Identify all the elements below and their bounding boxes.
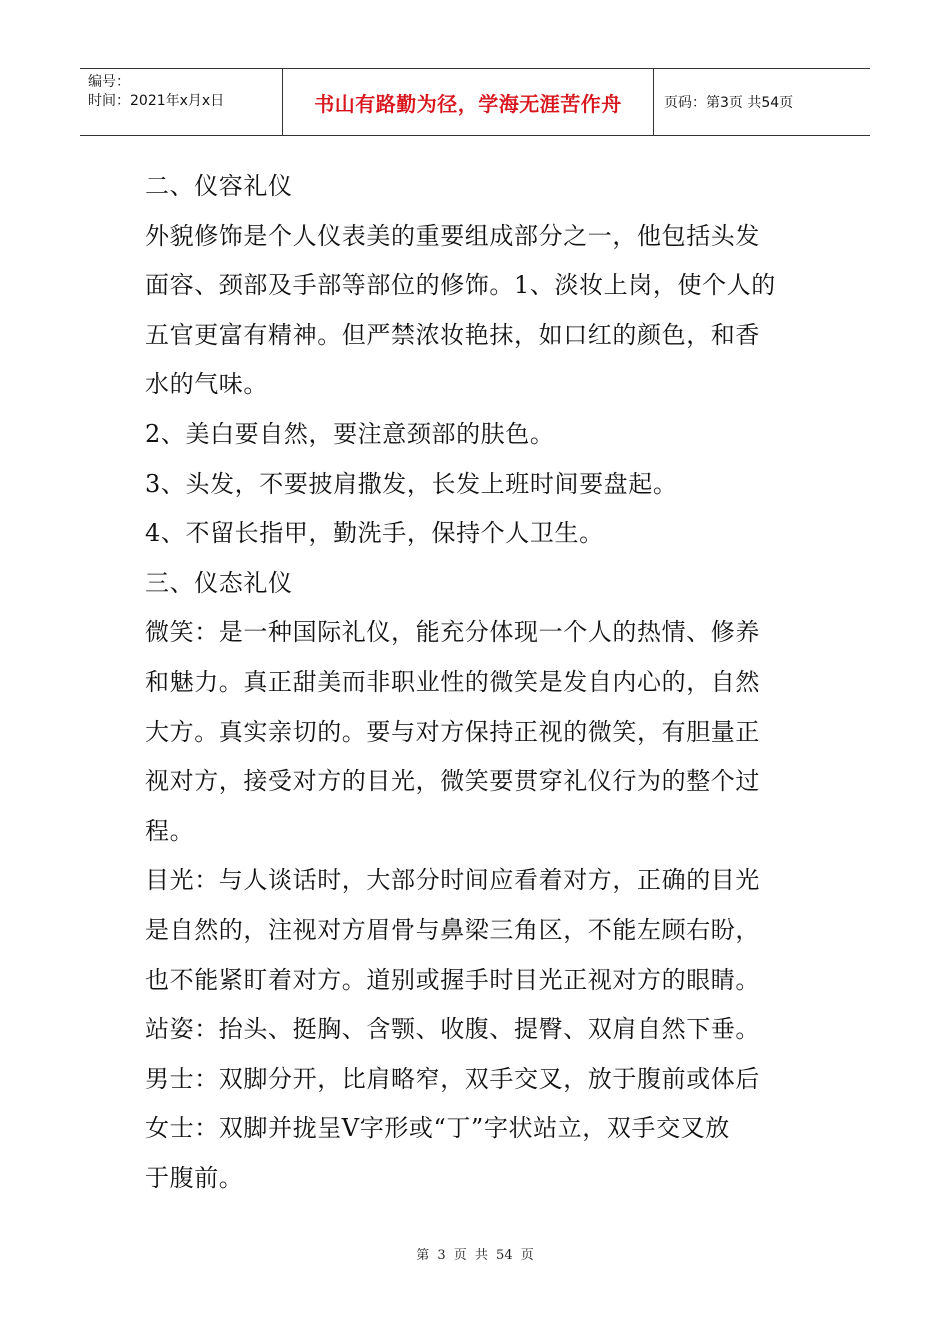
body-line: 目光：与人谈话时，大部分时间应看着对方，正确的目光: [145, 866, 760, 895]
body-line: 是自然的，注视对方眉骨与鼻梁三角区，不能左顾右盼，: [145, 915, 760, 944]
body-line: 于腹前。: [145, 1163, 244, 1192]
document-number-label: 编号：: [88, 74, 130, 90]
body-line: 3、头发，不要披肩撒发，长发上班时间要盘起。: [145, 469, 678, 498]
body-line: 外貌修饰是个人仪表美的重要组成部分之一，他包括头发: [145, 221, 760, 250]
header-page-info: 页码：第3页 共54页: [664, 95, 794, 111]
section-heading: 三、仪态礼仪: [145, 568, 293, 597]
body-line: 大方。真实亲切的。要与对方保持正视的微笑，有胆量正: [145, 717, 760, 746]
body-line: 2、美白要自然，要注意颈部的肤色。: [145, 419, 555, 448]
body-line: 和魅力。真正甜美而非职业性的微笑是发自内心的，自然: [145, 667, 760, 696]
body-line: 男士：双脚分开，比肩略窄，双手交叉，放于腹前或体后: [145, 1064, 760, 1093]
body-line: 女士：双脚并拢呈V字形或“丁”字状站立，双手交叉放: [145, 1114, 730, 1143]
body-line: 站姿：抬头、挺胸、含颚、收腹、提臀、双肩自然下垂。: [145, 1015, 760, 1044]
document-body: [145, 162, 815, 1203]
section-heading: 二、仪容礼仪: [145, 172, 293, 200]
page-footer: 第 3 页 共 54 页: [416, 1248, 534, 1263]
body-line: 面容、颈部及手部等部位的修饰。1、淡妆上岗，使个人的: [145, 271, 776, 300]
body-line: 4、不留长指甲，勤洗手，保持个人卫生。: [145, 519, 604, 548]
header-motto: 书山有路勤为径，学海无涯苦作舟: [283, 69, 654, 135]
document-time-label: 时间：2021年x月x日: [88, 93, 225, 109]
header-meta-cell: [80, 69, 283, 135]
body-line: 也不能紧盯着对方。道别或握手时目光正视对方的眼睛。: [145, 965, 760, 994]
page-header: [80, 68, 870, 136]
body-line: 五官更富有精神。但严禁浓妆艳抹，如口红的颜色，和香: [145, 320, 760, 349]
body-line: 水的气味。: [145, 370, 268, 399]
body-line: 程。: [145, 816, 195, 845]
body-line: 视对方，接受对方的目光，微笑要贯穿礼仪行为的整个过: [145, 767, 760, 796]
body-line: 微笑：是一种国际礼仪，能充分体现一个人的热情、修养: [145, 618, 760, 647]
